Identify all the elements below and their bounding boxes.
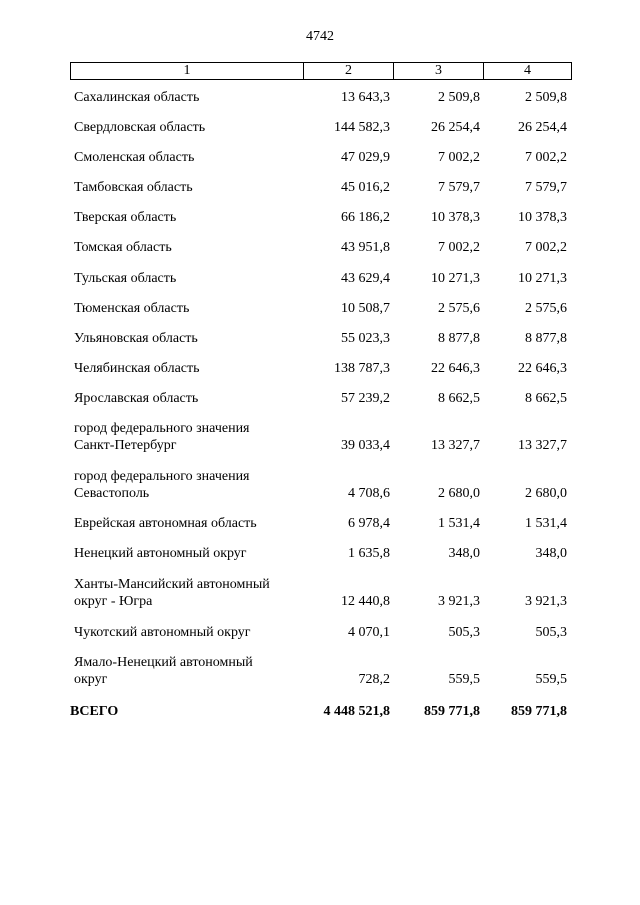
region-name-line-1: Ямало-Ненецкий автономный [74, 655, 253, 670]
value-col-2: 4 070,1 [348, 625, 390, 640]
value-col-3: 2 680,0 [438, 486, 480, 501]
value-col-4: 13 327,7 [518, 438, 567, 453]
region-name: Тюменская область [74, 301, 190, 316]
total-label: ВСЕГО [70, 704, 119, 719]
value-col-3: 505,3 [448, 625, 480, 640]
value-col-2: 13 643,3 [341, 90, 390, 105]
value-col-2: 6 978,4 [348, 516, 390, 531]
value-col-4: 2 575,6 [525, 301, 567, 316]
total-col-2: 4 448 521,8 [323, 704, 390, 719]
region-name: Смоленская область [74, 150, 195, 165]
region-name: Чукотский автономный округ [74, 625, 251, 640]
header-col-2: 2 [304, 63, 394, 79]
total-col-3: 859 771,8 [424, 704, 480, 719]
region-name: Еврейская автономная область [74, 516, 257, 531]
value-col-3: 7 002,2 [438, 150, 480, 165]
value-col-2: 47 029,9 [341, 150, 390, 165]
header-col-1: 1 [71, 63, 304, 79]
value-col-4: 8 877,8 [525, 331, 567, 346]
value-col-4: 3 921,3 [525, 594, 567, 609]
region-name: Ульяновская область [74, 331, 198, 346]
value-col-2: 4 708,6 [348, 486, 390, 501]
value-col-3: 2 575,6 [438, 301, 480, 316]
value-col-3: 1 531,4 [438, 516, 480, 531]
value-col-3: 8 662,5 [438, 391, 480, 406]
value-col-4: 22 646,3 [518, 361, 567, 376]
value-col-2: 45 016,2 [341, 180, 390, 195]
region-name-line-2: округ - Югра [74, 594, 153, 609]
region-name: Свердловская область [74, 120, 206, 135]
table-header [70, 62, 572, 80]
value-col-4: 10 271,3 [518, 271, 567, 286]
value-col-2: 43 629,4 [341, 271, 390, 286]
value-col-3: 3 921,3 [438, 594, 480, 609]
value-col-2: 57 239,2 [341, 391, 390, 406]
value-col-4: 1 531,4 [525, 516, 567, 531]
value-col-3: 10 271,3 [431, 271, 480, 286]
region-name-line-1: город федерального значения [74, 469, 250, 484]
region-name-line-2: округ [74, 672, 108, 687]
value-col-4: 505,3 [535, 625, 567, 640]
region-name-line-2: Санкт-Петербург [74, 438, 177, 453]
region-name: Челябинская область [74, 361, 200, 376]
value-col-4: 348,0 [535, 546, 567, 561]
value-col-4: 2 509,8 [525, 90, 567, 105]
region-name-line-2: Севастополь [74, 486, 150, 501]
value-col-2: 66 186,2 [341, 210, 390, 225]
header-col-4: 4 [524, 63, 531, 78]
value-col-3: 22 646,3 [431, 361, 480, 376]
value-col-2: 1 635,8 [348, 546, 390, 561]
value-col-4: 559,5 [535, 672, 567, 687]
value-col-2: 144 582,3 [334, 120, 390, 135]
value-col-3: 10 378,3 [431, 210, 480, 225]
region-name-line-1: Ханты-Мансийский автономный [74, 577, 270, 592]
value-col-3: 26 254,4 [431, 120, 480, 135]
value-col-4: 10 378,3 [518, 210, 567, 225]
region-name: Томская область [74, 240, 172, 255]
region-name: Тамбовская область [74, 180, 193, 195]
value-col-4: 7 002,2 [525, 150, 567, 165]
region-name: Ненецкий автономный округ [74, 546, 247, 561]
value-col-3: 13 327,7 [431, 438, 480, 453]
value-col-3: 559,5 [448, 672, 480, 687]
header-col-3: 3 [394, 63, 484, 79]
value-col-2: 728,2 [358, 672, 390, 687]
region-name: Ярославская область [74, 391, 199, 406]
value-col-2: 10 508,7 [341, 301, 390, 316]
value-col-2: 55 023,3 [341, 331, 390, 346]
value-col-2: 12 440,8 [341, 594, 390, 609]
region-name-line-1: город федерального значения [74, 421, 250, 436]
value-col-2: 138 787,3 [334, 361, 390, 376]
value-col-4: 7 579,7 [525, 180, 567, 195]
value-col-3: 348,0 [448, 546, 480, 561]
value-col-2: 43 951,8 [341, 240, 390, 255]
value-col-3: 2 509,8 [438, 90, 480, 105]
value-col-3: 7 002,2 [438, 240, 480, 255]
value-col-4: 2 680,0 [525, 486, 567, 501]
value-col-4: 7 002,2 [525, 240, 567, 255]
value-col-3: 7 579,7 [438, 180, 480, 195]
region-name: Сахалинская область [74, 90, 200, 105]
region-name: Тверская область [74, 210, 177, 225]
region-name: Тульская область [74, 271, 177, 286]
page-number: 4742 [306, 29, 334, 44]
value-col-4: 26 254,4 [518, 120, 567, 135]
value-col-2: 39 033,4 [341, 438, 390, 453]
value-col-4: 8 662,5 [525, 391, 567, 406]
total-col-4: 859 771,8 [511, 704, 567, 719]
value-col-3: 8 877,8 [438, 331, 480, 346]
